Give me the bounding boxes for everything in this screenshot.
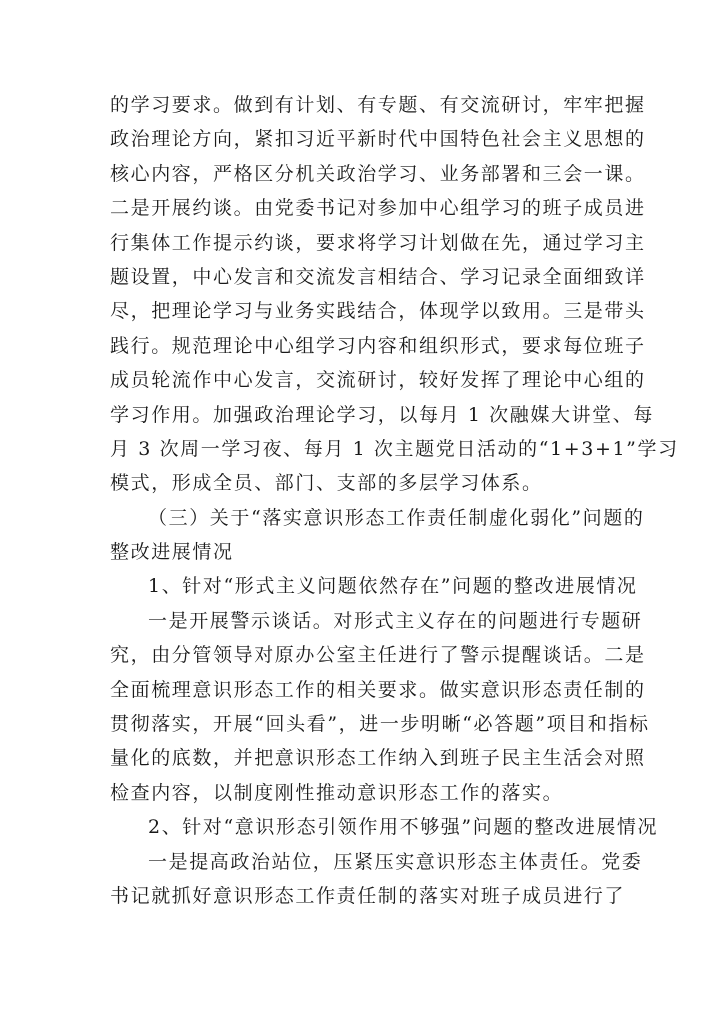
text-line: 尽，把理论学习与业务实践结合，体现学以致用。三是带头 <box>110 300 646 323</box>
subsection-heading: 1、针对“形式主义问题依然存在”问题的整改进展情况 <box>148 575 638 598</box>
text-line: 月 3 次周一学习夜、每月 1 次主题党日活动的“1+3+1”学习 <box>110 437 679 460</box>
text-line: 书记就抓好意识形态工作责任制的落实对班子成员进行了 <box>110 884 626 907</box>
text-line: 究，由分管领导对原办公室主任进行了警示提醒谈话。二是 <box>110 644 646 667</box>
text-line: 一是开展警示谈话。对形式主义存在的问题进行专题研 <box>148 609 643 632</box>
text-line: 二是开展约谈。由党委书记对参加中心组学习的班子成员进 <box>110 197 646 220</box>
text-line: 全面梳理意识形态工作的相关要求。做实意识形态责任制的 <box>110 678 646 701</box>
text-line: 践行。规范理论中心组学习内容和组织形式，要求每位班子 <box>110 334 646 357</box>
text-line: 学习作用。加强政治理论学习，以每月 1 次融媒大讲堂、每 <box>110 403 654 426</box>
text-line: 核心内容，严格区分机关政治学习、业务部署和三会一课。 <box>110 162 646 185</box>
subsection-heading: 2、针对“意识形态引领作用不够强”问题的整改进展情况 <box>148 816 659 839</box>
document-body <box>110 88 679 913</box>
text-line: 模式，形成全员、部门、支部的多层学习体系。 <box>110 472 543 495</box>
text-line: 成员轮流作中心发言，交流研讨，较好发挥了理论中心组的 <box>110 369 646 392</box>
text-line: 的学习要求。做到有计划、有专题、有交流研讨，牢牢把握 <box>110 94 646 116</box>
text-line: 检查内容，以制度刚性推动意识形态工作的落实。 <box>110 781 564 804</box>
text-line: 贯彻落实，开展“回头看”，进一步明晰“必答题”项目和指标 <box>110 713 650 736</box>
text-line: 题设置，中心发言和交流发言相结合、学习记录全面细致详 <box>110 265 646 288</box>
section-heading: （三）关于“落实意识形态工作责任制虚化弱化”问题的 <box>148 506 645 529</box>
text-line: 一是提高政治站位，压紧压实意识形态主体责任。党委 <box>148 850 643 873</box>
text-line: 行集体工作提示约谈，要求将学习计划做在先，通过学习主 <box>110 231 646 254</box>
text-line: 政治理论方向，紧扣习近平新时代中国特色社会主义思想的 <box>110 128 646 151</box>
text-line: 量化的底数，并把意识形态工作纳入到班子民主生活会对照 <box>110 747 646 770</box>
section-heading-continued: 整改进展情况 <box>110 541 234 564</box>
